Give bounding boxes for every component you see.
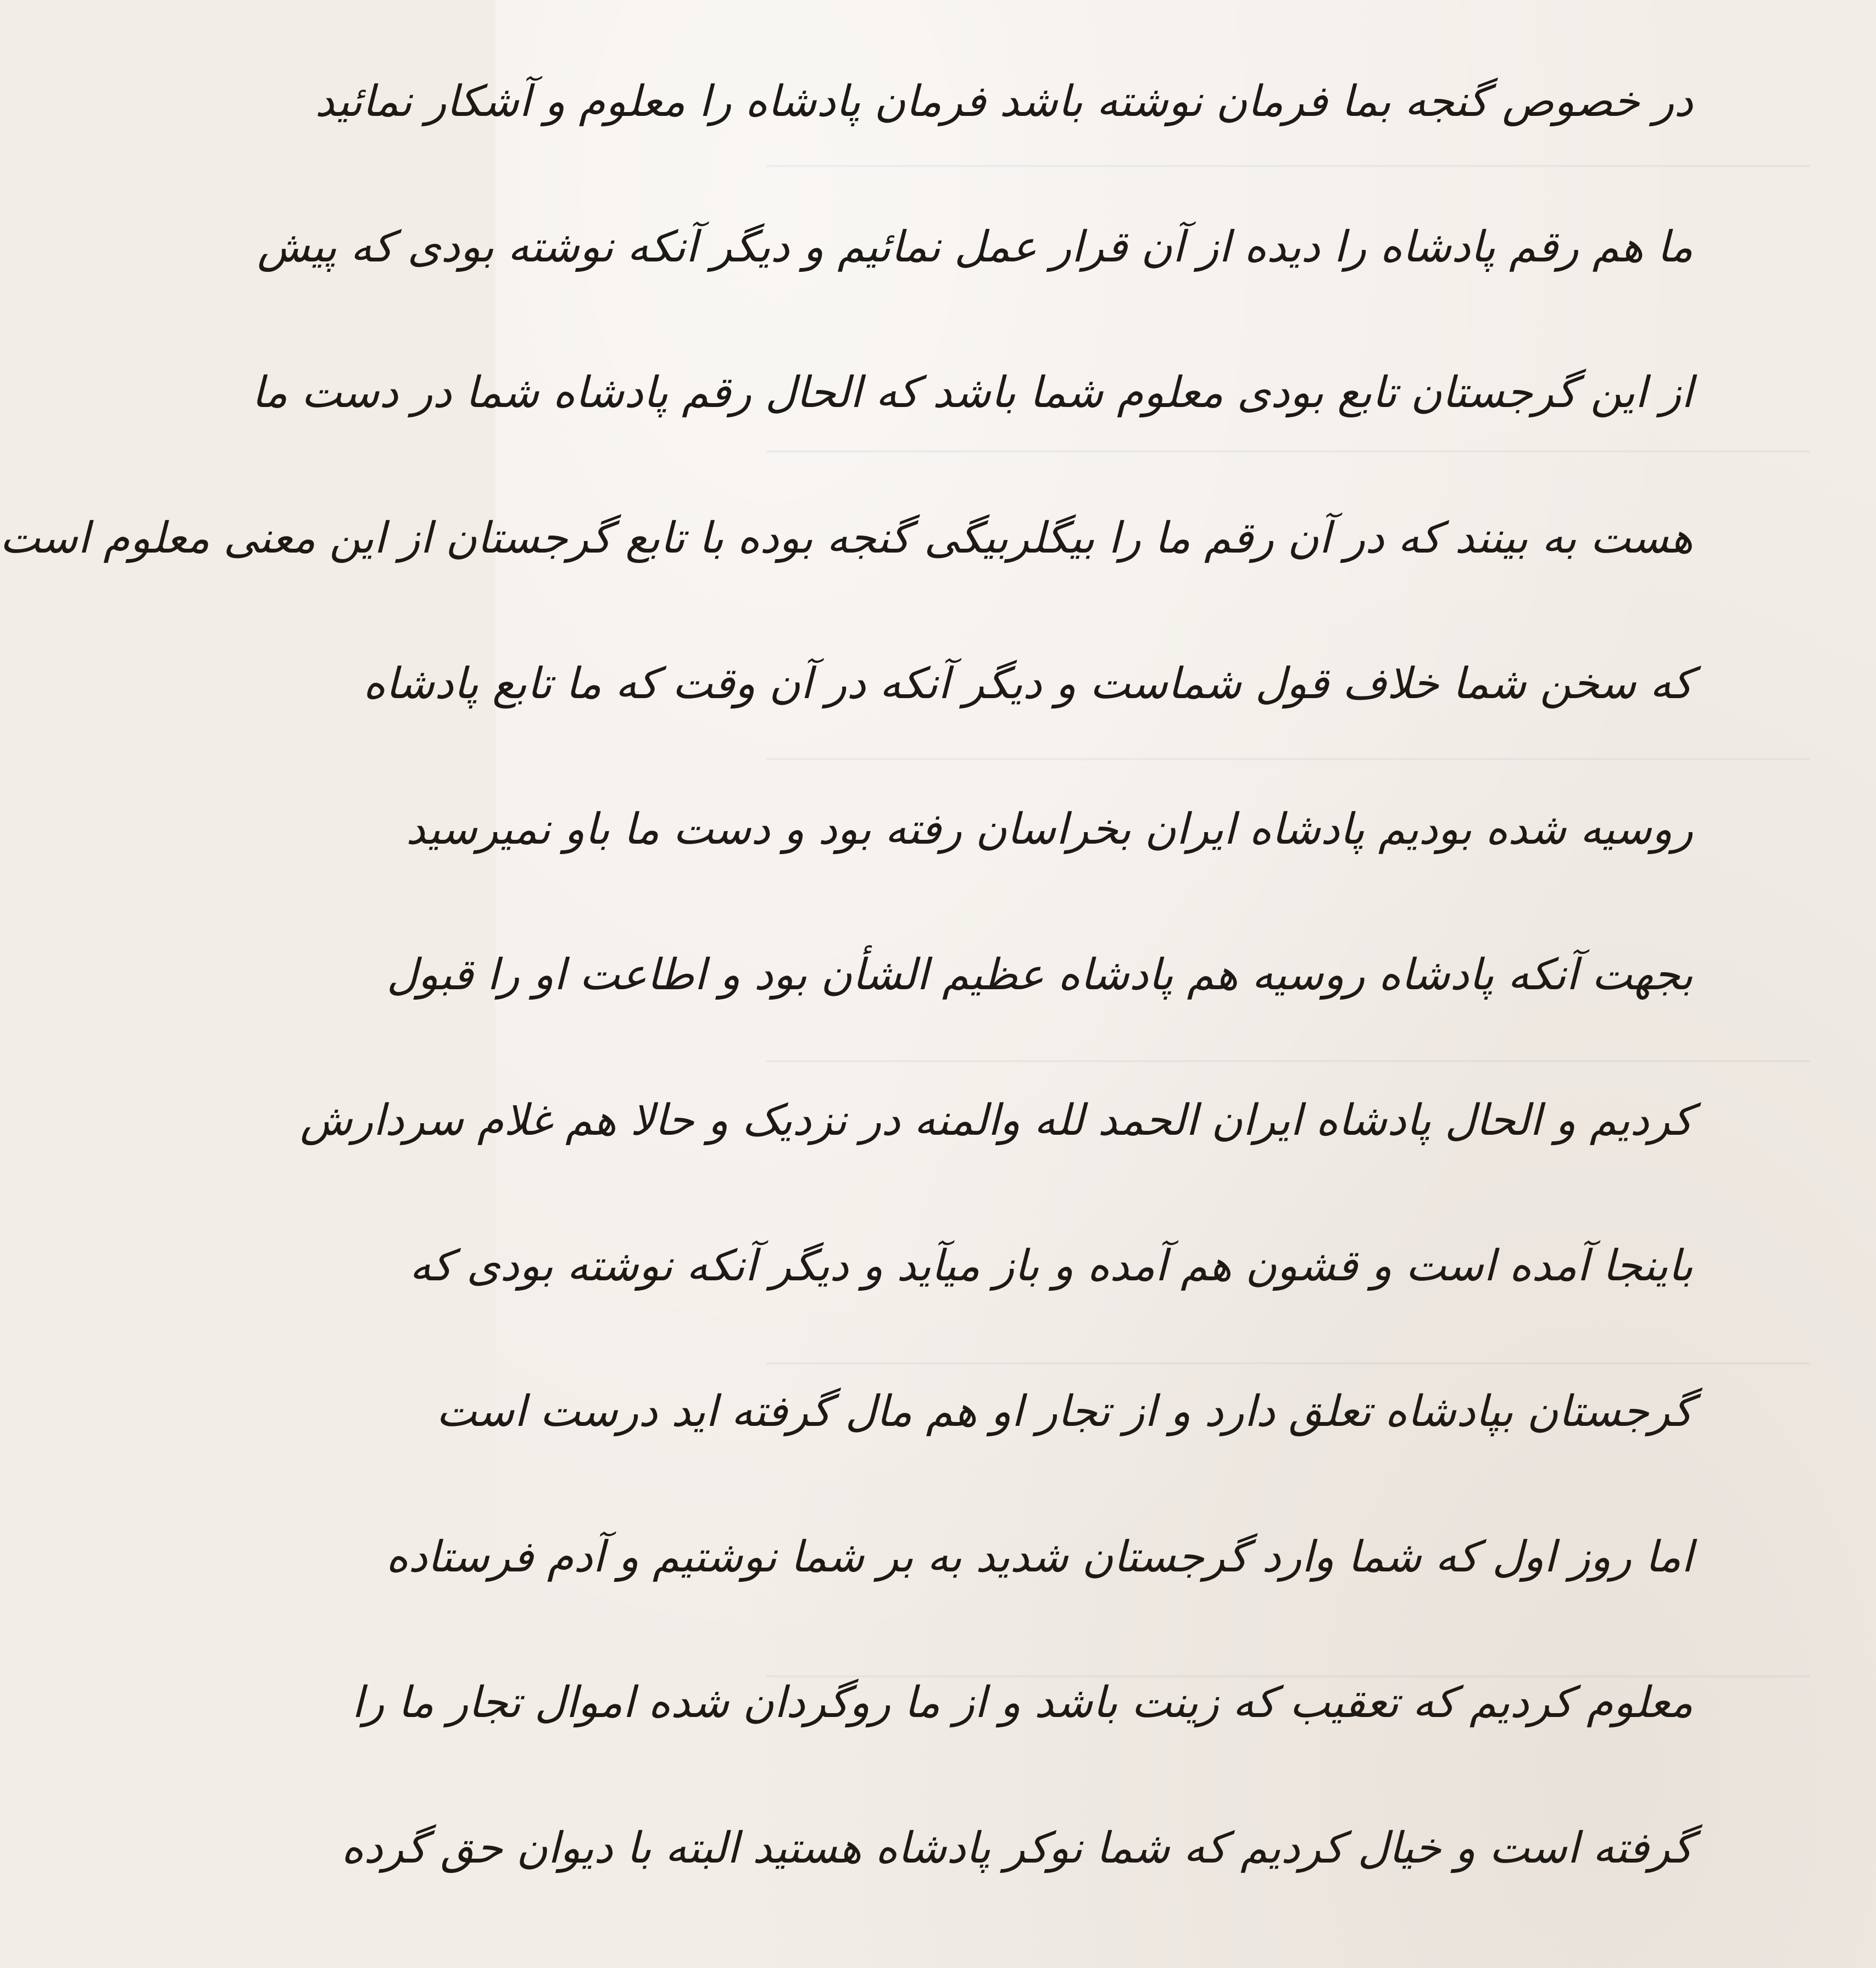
text-line-2: ما هم رقم پادشاه را دیده از آن قرار عمل نمائیم و دیگر آنکه نوشته بودی که پیش [257, 222, 1693, 272]
text-line-13: گرفته است و خیال کردیم که شما نوکر پادشاه هستید البته با دیوان حق گرده [341, 1824, 1693, 1873]
text-line-10: گرجستان بپادشاه تعلق دارد و از تجار او هم مال گرفته اید درست است [436, 1387, 1693, 1436]
text-line-12: معلوم کردیم که تعقیب که زینت باشد و از ما روگردان شده اموال تجار ما را [352, 1678, 1693, 1727]
text-line-7: بجهت آنکه پادشاه روسیه هم پادشاه عظیم الشأن بود و اطاعت او را قبول [386, 950, 1693, 1000]
text-line-5: که سخن شما خلاف قول شماست و دیگر آنکه در آن وقت که ما تابع پادشاه [363, 659, 1693, 709]
text-line-3: از این گرجستان تابع بودی معلوم شما باشد که الحال رقم پادشاه شما در دست ما [252, 368, 1693, 417]
manuscript-text [0, 60, 1693, 1928]
text-line-4: هست به بینند که در آن رقم ما را بیگلربیگی گنجه بوده با تابع گرجستان از این معنی معلوم است [0, 514, 1693, 563]
text-line-1: در خصوص گنجه بما فرمان نوشته باشد فرمان پادشاه را معلوم و آشکار نمائید [315, 77, 1693, 126]
text-line-6: روسیه شده بودیم پادشاه ایران بخراسان رفته بود و دست ما باو نمیرسید [405, 805, 1693, 854]
text-line-8: کردیم و الحال پادشاه ایران الحمد لله والمنه در نزدیک و حالا هم غلام سردارش [300, 1096, 1693, 1145]
text-line-11: اما روز اول که شما وارد گرجستان شدید به بر شما نوشتیم و آدم فرستاده [386, 1532, 1693, 1582]
text-line-9: باینجا آمده است و قشون هم آمده و باز میآید و دیگر آنکه نوشته بودی که [409, 1241, 1693, 1291]
